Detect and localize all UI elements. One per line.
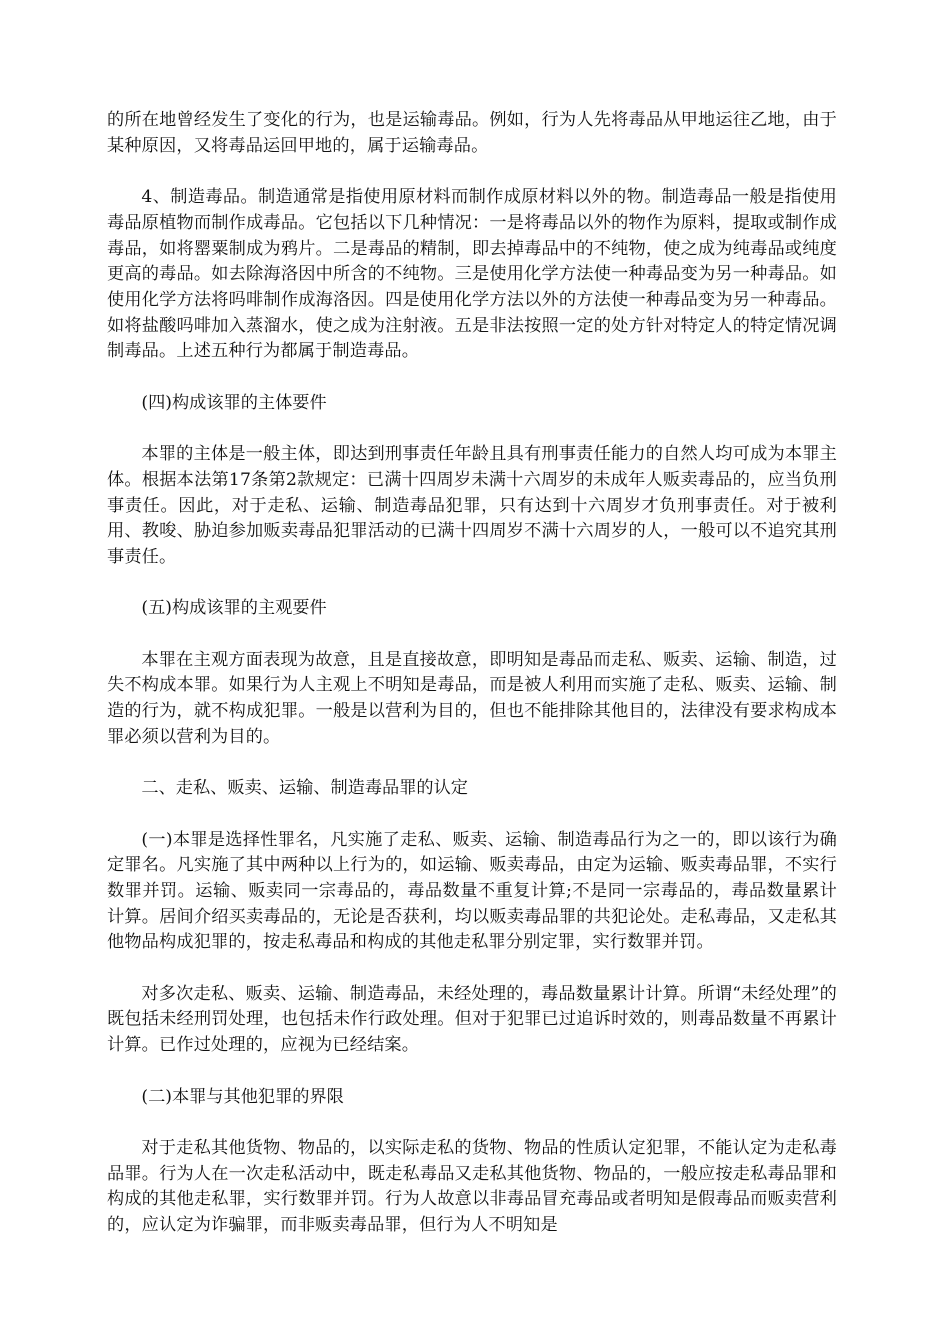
paragraph-manufacturing-drugs: 4、制造毒品。制造通常是指使用原材料而制作成原材料以外的物。制造毒品一般是指使用毒品原植物而制作成毒品。它包括以下几种情况：一是将毒品以外的物作为原料，提取或制作成毒品，如将罂粟制成为鸦片。二是毒品的精制，即去掉毒品中的不纯物，使之成为纯毒品或纯度更高的毒品。如去除海洛因中所含的不纯物。三是使用化学方法使一种毒品变为另一种毒品。如使用化学方法将吗啡制作成海洛因。四是使用化学方法以外的方法使一种毒品变为另一种毒品。如将盐酸吗啡加入蒸溜水，使之成为注射液。五是非法按照一定的处方针对特定人的特定情况调制毒品。上述五种行为都属于制造毒品。 (107, 187, 837, 362)
paragraph-continuation: 的所在地曾经发生了变化的行为，也是运输毒品。例如，行为人先将毒品从甲地运往乙地，由于某种原因，又将毒品运回甲地的，属于运输毒品。 (107, 110, 837, 156)
section-heading-subjective-element: (五)构成该罪的主观要件 (141, 598, 327, 619)
paragraph-cumulative-calculation: 对多次走私、贩卖、运输、制造毒品，未经处理的，毒品数量累计计算。所谓“未经处理”的既包括未经刑罚处理，也包括未作行政处理。但对于犯罪已过追诉时效的，则毒品数量不再累计计算。已作过处理的，应视为已经结案。 (107, 983, 837, 1056)
paragraph-other-crimes: 对于走私其他货物、物品的，以实际走私的货物、物品的性质认定犯罪，不能认定为走私毒品罪。行为人在一次走私活动中，既走私毒品又走私其他货物、物品的，一般应按走私毒品罪和构成的其他走私罪，实行数罪并罚。行为人故意以非毒品冒充毒品或者明知是假毒品而贩卖营利的，应认定为诈骗罪，而非贩卖毒品罪，但行为人不明知是 (107, 1137, 837, 1236)
section-heading-determination: 二、走私、贩卖、运输、制造毒品罪的认定 (141, 778, 468, 799)
document-page (107, 108, 837, 1264)
paragraph-subjective-element: 本罪在主观方面表现为故意，且是直接故意，即明知是毒品而走私、贩卖、运输、制造，过失不构成本罪。如果行为人主观上不明知是毒品，而是被人利用而实施了走私、贩卖、运输、制造的行为，就不构成犯罪。一般是以营利为目的，但也不能排除其他目的，法律没有要求构成本罪必须以营利为目的。 (107, 649, 837, 747)
section-heading-other-crimes: (二)本罪与其他犯罪的界限 (141, 1086, 344, 1107)
section-heading-subject-element: (四)构成该罪的主体要件 (141, 392, 327, 413)
paragraph-subject-element: 本罪的主体是一般主体，即达到刑事责任年龄且具有刑事责任能力的自然人均可成为本罪主体。根据本法第17条第2款规定：已满十四周岁未满十六周岁的未成年人贩卖毒品的，应当负刑事责任。因此，对于走私、运输、制造毒品犯罪，只有达到十六周岁才负刑事责任。对于被利用、教唆、胁迫参加贩卖毒品犯罪活动的已满十四周岁不满十六周岁的人，一般可以不追究其刑事责任。 (107, 444, 837, 567)
paragraph-selective-charge: (一)本罪是选择性罪名，凡实施了走私、贩卖、运输、制造毒品行为之一的，即以该行为确定罪名。凡实施了其中两种以上行为的，如运输、贩卖毒品，由定为运输、贩卖毒品罪，不实行数罪并罚。运输、贩卖同一宗毒品的，毒品数量不重复计算;不是同一宗毒品的，毒品数量累计计算。居间介绍买卖毒品的，无论是否获利，均以贩卖毒品罪的共犯论处。走私毒品，又走私其他物品构成犯罪的，按走私毒品和构成的其他走私罪分别定罪，实行数罪并罚。 (107, 829, 837, 953)
